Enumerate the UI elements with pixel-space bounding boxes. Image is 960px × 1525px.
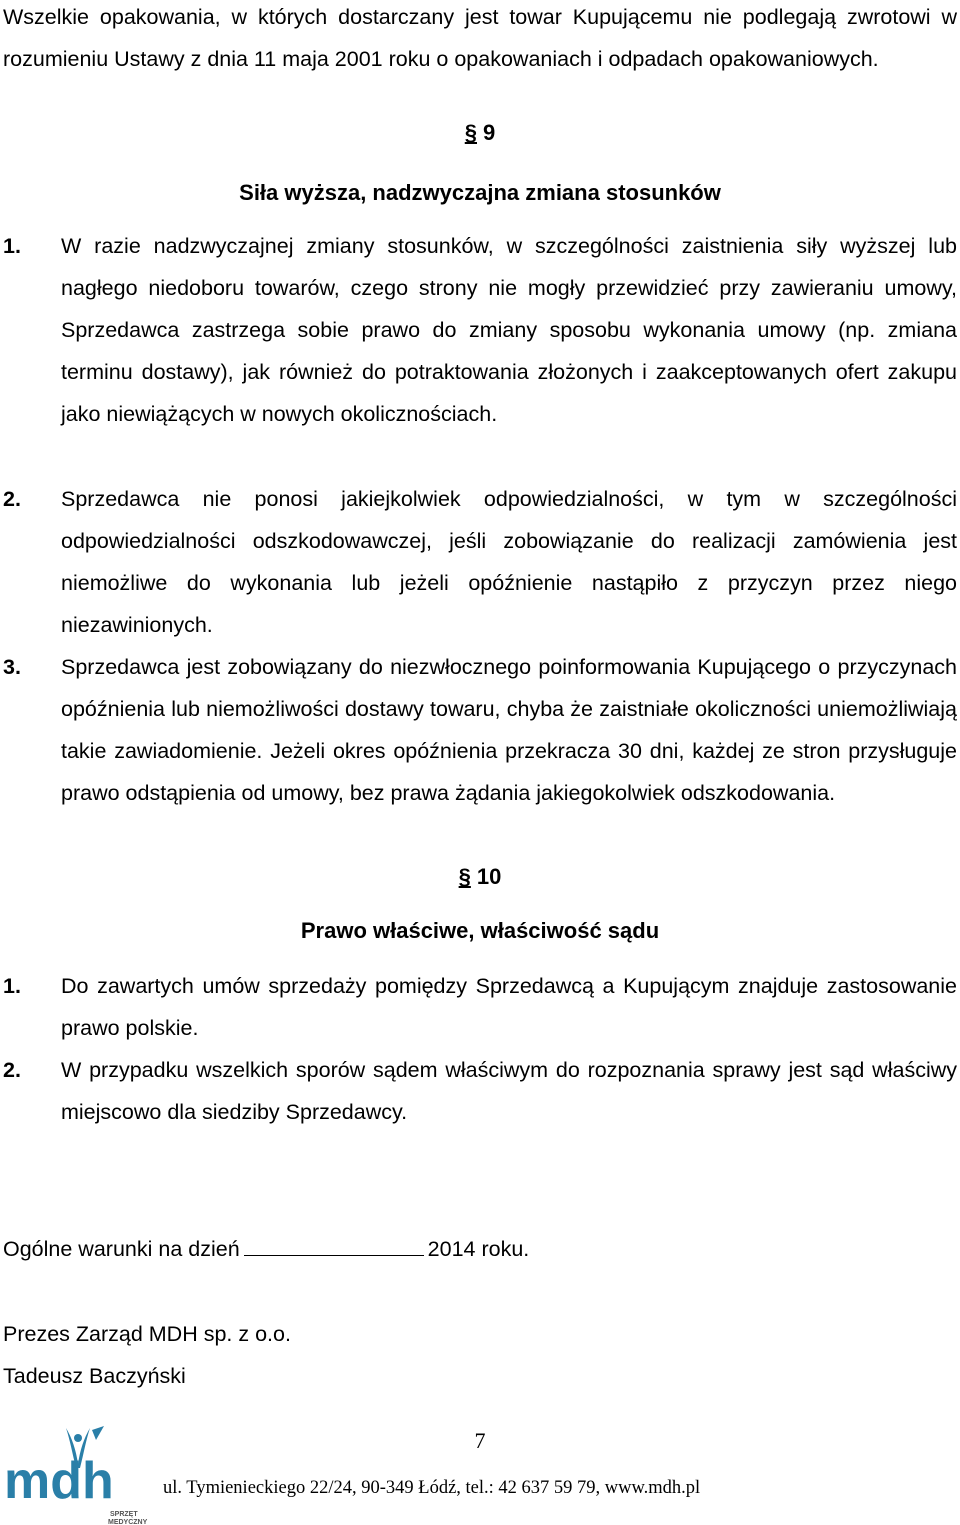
validity-line — [3, 1237, 529, 1262]
item-number: 1. — [3, 974, 21, 998]
section-9-item-1 — [3, 225, 957, 435]
section-9-item-3 — [3, 646, 957, 814]
validity-suffix: 2014 roku. — [427, 1237, 530, 1261]
item-number: 1. — [3, 234, 21, 258]
section-symbol: § — [464, 120, 477, 145]
logo-graphic — [4, 1426, 114, 1510]
intro-paragraph: Wszelkie opakowania, w których dostarczany jest towar Kupującemu nie podlegają zwrotowi w rozumieniu Ustawy z dnia 11 maja 2001 roku o opakowaniach i odpadach opakowaniowych. — [3, 5, 957, 71]
section-9-heading — [0, 120, 960, 146]
signature-position: Prezes Zarząd MDH sp. z o.o. — [3, 1322, 291, 1346]
logo-wordmark: mdh — [4, 1452, 114, 1510]
page-number: 7 — [474, 1428, 486, 1453]
item-number: 2. — [3, 487, 21, 511]
section-number: 10 — [476, 864, 502, 889]
logo-subtext-2: MEDYCZNY — [108, 1519, 148, 1525]
item-number: 2. — [3, 1058, 21, 1082]
item-text: W przypadku wszelkich sporów sądem właściwym do rozpoznania sprawy jest sąd właściwy miejscowo dla siedziby Sprzedawcy. — [61, 1058, 957, 1124]
section-9-title: Siła wyższa, nadzwyczajna zmiana stosunków — [239, 180, 721, 205]
section-10-heading — [0, 864, 960, 890]
mdh-logo — [0, 1420, 160, 1525]
item-text: Sprzedawca jest zobowiązany do niezwłocznego poinformowania Kupującego o przyczynach opóźnienia lub niemożliwości dostawy towaru, chyba że zaistniałe okoliczności uniemożliwiają takie zawiadomienie. Jeżeli okres opóźnienia przekracza 30 dni, każdej ze stron przysługuje prawo odstąpienia od umowy, bez prawa żądania jakiegokolwiek odszkodowania. — [61, 655, 957, 805]
item-number: 3. — [3, 655, 21, 679]
logo-subtext-1: SPRZĘT — [110, 1511, 138, 1518]
date-blank-field — [244, 1237, 424, 1256]
section-number: 9 — [483, 120, 496, 145]
item-text: Sprzedawca nie ponosi jakiejkolwiek odpowiedzialności, w tym w szczególności odpowiedzialności odszkodowawczej, jeśli zobowiązanie do realizacji zamówienia jest niemożliwe do wykonania lub jeżeli opóźnienie nastąpiło z przyczyn przez niego niezawinionych. — [61, 487, 957, 637]
signature-name: Tadeusz Baczyński — [3, 1364, 186, 1388]
validity-prefix: Ogólne warunki na dzień — [3, 1237, 240, 1261]
item-text: Do zawartych umów sprzedaży pomiędzy Sprzedawcą a Kupującym znajduje zastosowanie prawo polskie. — [61, 974, 957, 1040]
section-9-item-2 — [3, 478, 957, 646]
section-10-item-2 — [3, 1049, 957, 1133]
item-text: W razie nadzwyczajnej zmiany stosunków, w szczególności zaistnienia siły wyższej lub nagłego niedoboru towarów, czego strony nie mogły przewidzieć przy zawieraniu umowy, Sprzedawca zastrzega sobie prawo do zmiany sposobu wykonania umowy (np. zmiana terminu dostawy), jak również do potraktowania złożonych i zaakceptowanych ofert zakupu jako niewiążących w nowych okolicznościach. — [61, 234, 957, 426]
section-10-title: Prawo właściwe, właściwość sądu — [300, 918, 660, 943]
footer-address: ul. Tymienieckiego 22/24, 90-349 Łódź, tel.: 42 637 59 79, www.mdh.pl — [163, 1478, 701, 1498]
section-symbol: § — [458, 864, 471, 889]
section-10-item-1 — [3, 965, 957, 1049]
